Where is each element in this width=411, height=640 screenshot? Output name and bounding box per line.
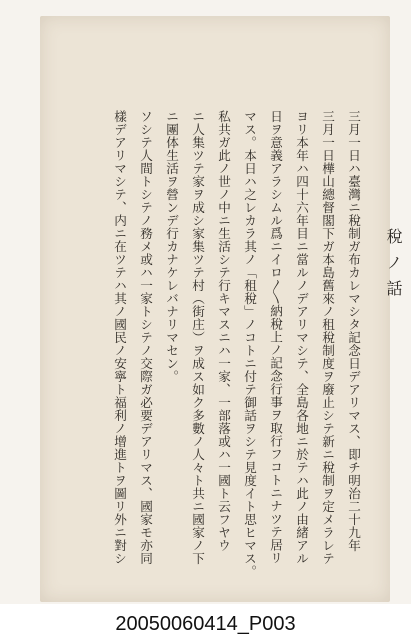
text-column: ニ人集ツテ家ヲ成シ家集ツテ村（街庄）ヲ成ス如ク多數ノ人々ト共ニ國家ノ下 [190,110,205,565]
text-column: マス。本日ハ之レカラ其ノ「租稅」ノコトニ付テ御話ヲシテ見度イト思ヒマス。 [242,110,257,578]
image-caption: 20050060414_P003 [115,613,296,635]
text-column: ニ團体生活ヲ營ンデ行カナケレバナリマセン。 [164,110,179,383]
text-columns [96,110,364,580]
text-column: 三月一日ハ臺灣ニ稅制ガ布カレマシタ記念日デアリマス、即チ明治二十九年 [346,110,361,552]
text-column: 日ヲ意義アラシムル爲ニイロ〳〵納稅上ノ記念行事ヲ取行フコトニナツテ居リ [268,110,283,565]
text-column: 私共ガ此ノ世ノ中ニ生活シテ行キマスニハ一家、一部落或ハ一國ト云フヤウ [216,110,231,552]
document-title: 稅ノ話 [384,228,403,306]
text-column: 三月一日樺山總督閣下ガ本島舊來ノ租稅制度ヲ廢止シテ新ニ稅制ヲ定メラレテ [320,110,335,565]
text-column: ヨリ本年ハ四十六年目ニ當ルノデアリマシテ、全島各地ニ於テハ此ノ由緒アル [294,110,309,565]
text-column: 樣デアリマシテ、内ニ在ツテハ其ノ國民ノ安寧ト福利ノ增進トヲ圖リ外ニ對シ [112,110,127,565]
text-column: ソシテ人間トシテノ務メ或ハ一家トシテノ交際ガ必要デアリマス、國家モ亦同 [138,110,153,565]
